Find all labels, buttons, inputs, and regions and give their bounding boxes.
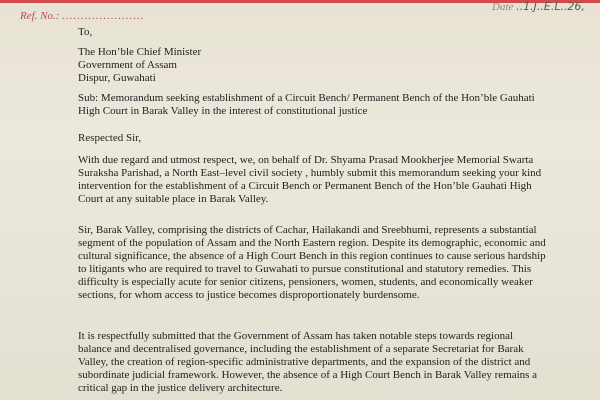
subject-line: Sub: Memorandum seeking establishment of a Circuit Bench/ Permanent Bench of the Hon’ble Gauhati High Court in Barak Valley in the interest of constitutional justice — [78, 92, 535, 117]
to-line: To, — [78, 26, 93, 38]
reference-number — [20, 10, 145, 22]
recipient-address — [78, 46, 546, 85]
body-paragraph: It is respectfully submitted that the Government of Assam has taken notable steps towards regional balance and decentralised governance, including the establishment of a separate Secretariat for Barak Valley, the creation of region-specific administrative departments, and the expansion of the district and subordinate judicial framework. However, the absence of a High Court Bench in Barak Valley remains a critical gap in the justice delivery architecture. — [78, 330, 538, 394]
address-line: Government of Assam — [78, 59, 177, 71]
date-label: Date — [492, 1, 514, 13]
date-field — [492, 0, 585, 13]
body-paragraph: Sir, Barak Valley, comprising the districts of Cachar, Hailakandi and Sreebhumi, represents a substantial segment of the population of Assam and the North Eastern region. Despite its demographic, economic and cultural significance, the absence of a High Court Bench in this region continues to cause serious hardship to litigants who are required to travel to Guwahati to pursue constitutional and statutory remedies. This difficulty is especially acute for senior citizens, pensioners, women, students, and economically weaker sections, for whom access to justice becomes disproportionately burdensome. — [78, 224, 546, 301]
address-line: Dispur, Guwahati — [78, 72, 156, 84]
body-paragraph: With due regard and utmost respect, we, on behalf of Dr. Shyama Prasad Mookherjee Memorial Swarta Suraksha Parishad, a North East–level civil society , humbly submit this memorandum seeking your kind intervention for the establishment of a Circuit Bench or Permanent Bench of the Hon’ble Gauhati High Court at any suitable place in Barak Valley. — [78, 154, 542, 205]
ref-label: Ref. No.: — [20, 10, 60, 22]
date-value: ..1.J..E.L..26, — [516, 0, 585, 13]
ref-value: ...................... — [62, 10, 145, 22]
address-line: The Hon’ble Chief Minister — [78, 46, 202, 58]
salutation: Respected Sir, — [78, 132, 142, 144]
